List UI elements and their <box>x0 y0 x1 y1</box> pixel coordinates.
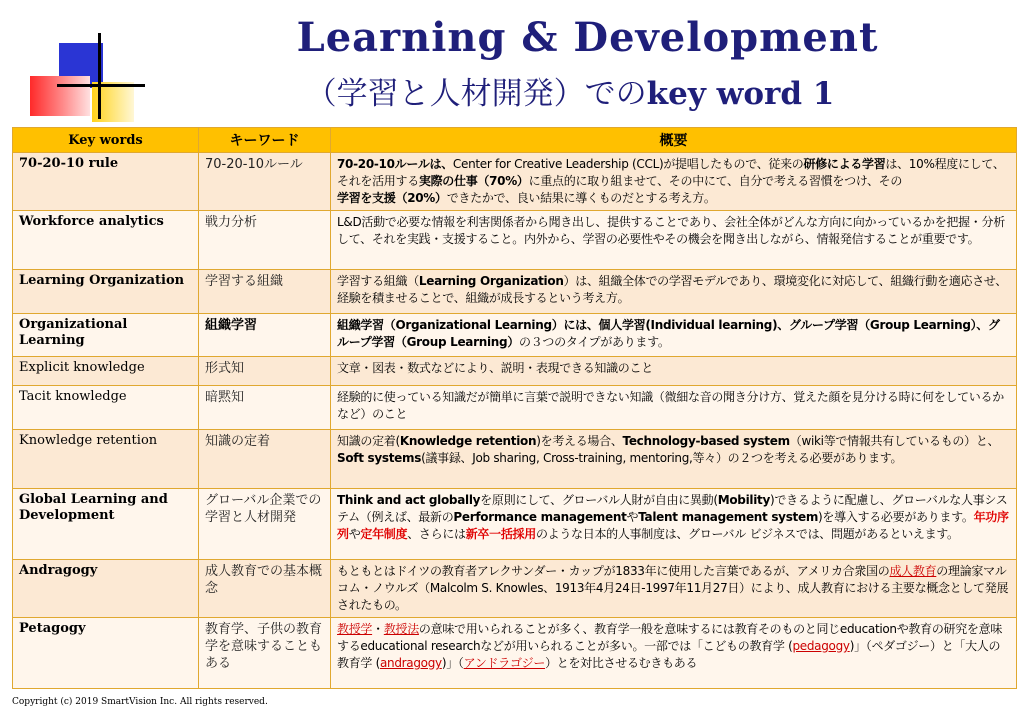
summary-text: できたかで、良い結果に導くものだとする考え方。 <box>446 191 716 205</box>
summary-emphasis-text: 新卒一括採用 <box>465 527 536 541</box>
copyright-notice: Copyright (c) 2019 SmartVision Inc. All rights reserved. <box>12 697 268 707</box>
keyword-term-cell: Global Learning and Development <box>13 489 199 560</box>
summary-text: )できるように配慮し、グローバルな人事システム（例えば、最新の <box>337 493 1008 524</box>
subtitle-bold: key word 1 <box>646 76 835 112</box>
summary-text: )」（ペダゴジー）と「大人の教育学 ( <box>337 639 1001 670</box>
summary-bold-text: Performance management <box>453 510 627 524</box>
summary-bold-text: Soft systems <box>337 451 422 465</box>
summary-text: の意味で用いられることが多く、教育学一般を意味するには教育そのものと同じeducationや教育の研究を意味するeducational researchなどが用いられることが多い。一部では「こどもの教育学 ( <box>337 622 1003 653</box>
summary-emphasis-text: 定年制度 <box>360 527 408 541</box>
summary-text: )を導入する必要があります。 <box>818 510 974 524</box>
summary-text: 経験的に使っている知識だが簡単に言葉で説明できない知識（微細な音の聞き分け方、覚えた顔を見分ける時に何をしているかなど）のこと <box>337 390 1004 421</box>
summary-emphasis-text: 年功序列 <box>337 510 1009 541</box>
summary-link[interactable]: アンドラゴジー <box>463 656 546 670</box>
table-row <box>13 489 1017 560</box>
summary-text: (議事録、Job sharing, Cross-training, mentoring,等々）の２つを考える必要があります。 <box>421 451 903 465</box>
header-key-words: Key words <box>13 128 199 153</box>
summary-cell <box>331 618 1017 689</box>
keyword-jp-cell: 戦力分析 <box>199 211 331 270</box>
keyword-jp-cell: グローバル企業での学習と人材開発 <box>199 489 331 560</box>
summary-text: や <box>348 527 361 541</box>
summary-text: 学習する組織（ <box>337 274 419 288</box>
summary-link[interactable]: 教授学 <box>337 622 373 636</box>
keyword-term-cell: Organizational Learning <box>13 314 199 357</box>
summary-text: （wiki等で情報共有しているもの）と、 <box>789 434 1000 448</box>
summary-text: 知識の定着( <box>337 434 400 448</box>
keyword-term-cell: Andragogy <box>13 560 199 618</box>
keyword-term-cell: Knowledge retention <box>13 430 199 489</box>
summary-bold-text: 学習を支援（20%） <box>337 191 447 205</box>
summary-bold-text: Knowledge retention <box>399 434 537 448</box>
summary-bold-text: Mobility <box>717 493 770 507</box>
summary-text: ・ <box>372 622 384 636</box>
summary-text: ）は、組織全体での学習モデルであり、環境変化に対応して、組織行動を適応させ、経験を積ませることで、組織が成長するという考え方。 <box>337 274 1007 305</box>
summary-cell <box>331 430 1017 489</box>
summary-link[interactable]: pedagogy <box>792 639 850 653</box>
table-row <box>13 560 1017 618</box>
summary-text: もともとはドイツの教育者アレクサンダー・カップが1833年に使用した言葉であるが、アメリカ合衆国の <box>337 564 890 578</box>
summary-cell <box>331 211 1017 270</box>
summary-bold-text: Talent management system <box>638 510 819 524</box>
summary-bold-text: 実際の仕事（70%） <box>418 174 529 188</box>
summary-cell <box>331 270 1017 314</box>
summary-bold-text: Technology-based system <box>622 434 790 448</box>
slide-subtitle <box>200 68 940 113</box>
summary-bold-text: Learning Organization <box>418 274 564 288</box>
summary-text: L&D活動で必要な情報を利害関係者から聞き出し、提供することであり、会社全体がどんな方向に向かっているかを把握・分析して、それを実践・支援すること。内外から、学習の必要性やその機会を聞き出しながら、情報発信することが重要です。 <box>337 215 1005 246</box>
table-row <box>13 386 1017 430</box>
summary-link[interactable]: 教授法 <box>383 622 419 636</box>
header-keyword-jp: キーワード <box>199 128 331 153</box>
table-header-row <box>13 128 1017 153</box>
summary-bold-text: Think and act globally <box>337 493 481 507</box>
keyword-jp-cell: 暗黙知 <box>199 386 331 430</box>
summary-text: )」（ <box>441 656 464 670</box>
summary-text: ）とを対比させるむきもある <box>545 656 698 670</box>
table-row <box>13 211 1017 270</box>
summary-text: の３つのタイプがあります。 <box>519 335 670 349</box>
keyword-table <box>12 127 1017 689</box>
summary-bold-text: 研修による学習 <box>803 157 886 171</box>
subtitle-prefix: （学習と人材開発）での <box>305 76 647 112</box>
summary-bold-text: 70-20-10ルールは、 <box>337 157 453 171</box>
table-row <box>13 314 1017 357</box>
keyword-jp-cell: 70-20-10ルール <box>199 153 331 211</box>
keyword-term-cell: Tacit knowledge <box>13 386 199 430</box>
summary-text: は、10%程度にして、それを活用する <box>337 157 1005 188</box>
keyword-term-cell: Learning Organization <box>13 270 199 314</box>
slide-title: Learning & Development <box>296 14 879 61</box>
keyword-term-cell: Petagogy <box>13 618 199 689</box>
summary-text: Center for Creative Leadership (CCL)が提唱したもので、従来の <box>452 157 804 171</box>
keyword-term-cell: Explicit knowledge <box>13 357 199 386</box>
header-summary: 概要 <box>331 128 1017 153</box>
keyword-jp-cell: 形式知 <box>199 357 331 386</box>
summary-cell <box>331 560 1017 618</box>
summary-cell <box>331 357 1017 386</box>
table-row <box>13 357 1017 386</box>
table-row <box>13 270 1017 314</box>
summary-text: の理論家マルコム・ノウルズ（Malcolm S. Knowles、1913年4月24日-1997年11月27日）により、成人教育における主要な概念として発展されたもの。 <box>337 564 1009 612</box>
keyword-term-cell: 70-20-10 rule <box>13 153 199 211</box>
summary-cell <box>331 489 1017 560</box>
keyword-jp-cell: 知識の定着 <box>199 430 331 489</box>
summary-text: )を考える場合、 <box>536 434 623 448</box>
keyword-jp-cell: 学習する組織 <box>199 270 331 314</box>
summary-text: を原則にして、グローバル人財が自由に異動( <box>480 493 718 507</box>
table-row <box>13 618 1017 689</box>
keyword-jp-cell: 組織学習 <box>199 314 331 357</box>
summary-cell <box>331 386 1017 430</box>
summary-cell <box>331 314 1017 357</box>
summary-link[interactable]: 成人教育 <box>889 564 937 578</box>
table-row <box>13 153 1017 211</box>
summary-text: や <box>626 510 639 524</box>
summary-cell <box>331 153 1017 211</box>
slide-logo-decoration <box>0 0 150 125</box>
keyword-term-cell: Workforce analytics <box>13 211 199 270</box>
summary-text: のような日本的人事制度は、グローバル ビジネスでは、問題があるといえます。 <box>535 527 959 541</box>
keyword-jp-cell: 教育学、子供の教育学を意味することもある <box>199 618 331 689</box>
summary-link[interactable]: andragogy <box>380 656 442 670</box>
keyword-jp-cell: 成人教育での基本概念 <box>199 560 331 618</box>
summary-text: に重点的に取り組ませて、その中にて、自分で考える習慣をつけ、その <box>528 174 903 188</box>
summary-text: 、さらには <box>407 527 466 541</box>
table-row <box>13 430 1017 489</box>
summary-bold-text: 組織学習（Organizational Learning）には、個人学習(Individual learning)、グループ学習（Group Learning）、グループ学習（Group Learning） <box>337 318 1000 349</box>
summary-text: 文章・図表・数式などにより、説明・表現できる知識のこと <box>337 361 653 375</box>
